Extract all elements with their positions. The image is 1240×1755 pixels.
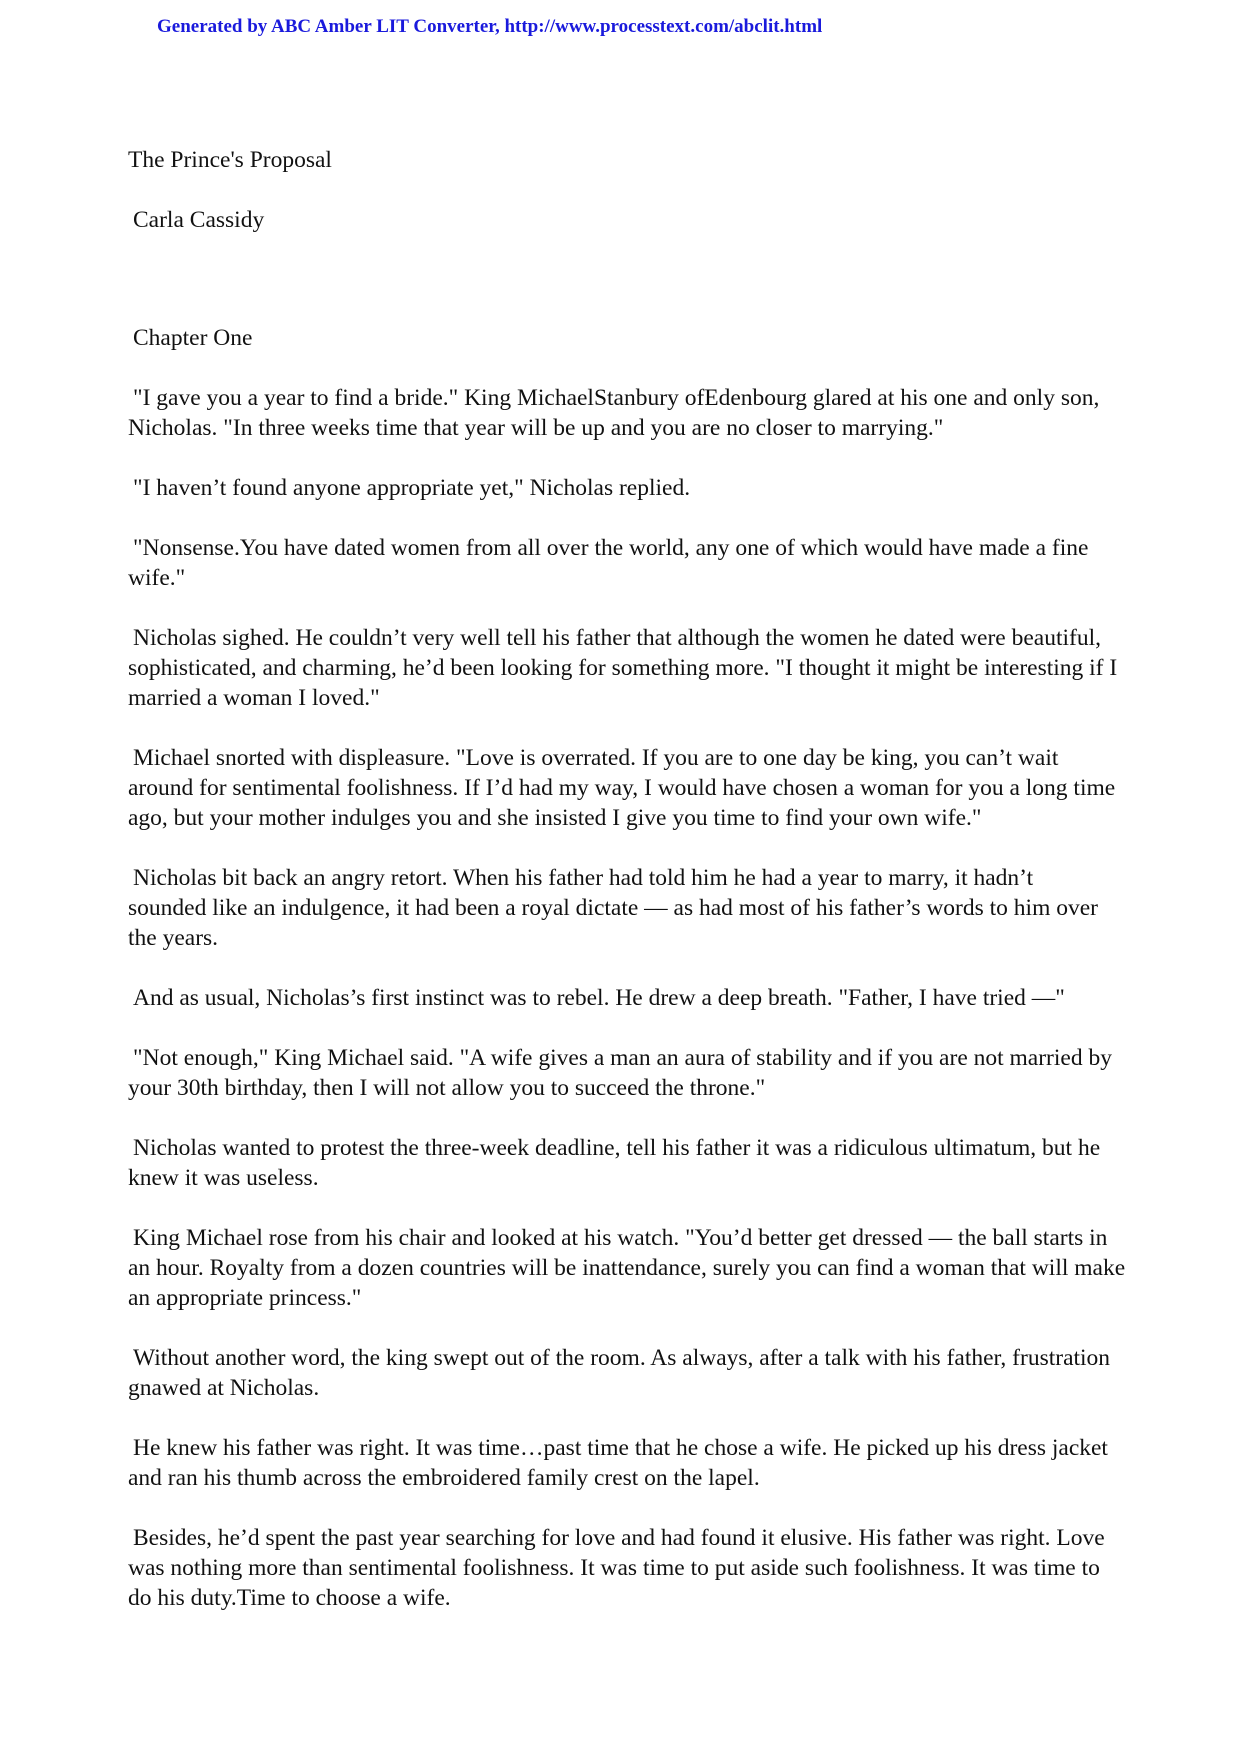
paragraph-line: Besides, he’d spent the past year searching for love and had found it elusive. His father was right. Love xyxy=(133,1525,1105,1551)
paragraph-line: Nicholas wanted to protest the three-week deadline, tell his father it was a ridiculous ultimatum, but he xyxy=(133,1135,1101,1161)
paragraph-line: Michael snorted with displeasure. "Love is overrated. If you are to one day be king, you can’t wait xyxy=(133,745,1059,771)
paragraph xyxy=(128,983,1128,1013)
paragraph-line: "I gave you a year to find a bride." King MichaelStanbury ofEdenbourg glared at his one and only son, xyxy=(133,385,1100,411)
paragraph-line: King Michael rose from his chair and looked at his watch. "You’d better get dressed — the ball starts in xyxy=(133,1225,1108,1251)
book-title: The Prince's Proposal xyxy=(128,147,332,173)
paragraph-line: around for sentimental foolishness. If I’d had my way, I would have chosen a woman for you a long time xyxy=(128,775,1116,801)
paragraph xyxy=(128,1133,1128,1193)
book-author: Carla Cassidy xyxy=(133,207,265,233)
chapter-heading: Chapter One xyxy=(133,325,253,351)
paragraph xyxy=(128,863,1128,953)
paragraph-line: Without another word, the king swept out of the room. As always, after a talk with his father, frustration xyxy=(133,1345,1111,1371)
paragraph-line: And as usual, Nicholas’s first instinct was to rebel. He drew a deep breath. "Father, I have tried —" xyxy=(133,985,1065,1011)
paragraph-line: an hour. Royalty from a dozen countries will be inattendance, surely you can find a woman that will make xyxy=(128,1255,1126,1281)
paragraph-line: sophisticated, and charming, he’d been looking for something more. "I thought it might be interesting if I xyxy=(128,655,1118,681)
paragraph-line: Nicholas. "In three weeks time that year will be up and you are no closer to marrying." xyxy=(128,415,944,441)
paragraph-line: "I haven’t found anyone appropriate yet," Nicholas replied. xyxy=(133,475,691,501)
paragraph-line: was nothing more than sentimental foolishness. It was time to put aside such foolishness. It was time to xyxy=(128,1555,1100,1581)
paragraph xyxy=(128,473,1128,503)
document-body xyxy=(128,145,1128,1613)
paragraph xyxy=(128,1223,1128,1313)
paragraph-line: married a woman I loved." xyxy=(128,685,380,711)
paragraph xyxy=(128,1343,1128,1403)
paragraph xyxy=(128,533,1128,593)
paragraph-line: "Nonsense.You have dated women from all over the world, any one of which would have made a fine xyxy=(133,535,1089,561)
paragraph xyxy=(128,1523,1128,1613)
paragraph xyxy=(128,383,1128,443)
paragraph-line: and ran his thumb across the embroidered family crest on the lapel. xyxy=(128,1465,760,1491)
paragraph-line: knew it was useless. xyxy=(128,1165,319,1191)
paragraph-line: He knew his father was right. It was time…past time that he chose a wife. He picked up his dress jacket xyxy=(133,1435,1108,1461)
paragraph-line: gnawed at Nicholas. xyxy=(128,1375,320,1401)
paragraph-line: "Not enough," King Michael said. "A wife gives a man an aura of stability and if you are not married by xyxy=(133,1045,1112,1071)
paragraph-line: Nicholas bit back an angry retort. When his father had told him he had a year to marry, it hadn’t xyxy=(133,865,1034,891)
paragraph xyxy=(128,1433,1128,1493)
paragraph xyxy=(128,623,1128,713)
converter-header-link[interactable]: Generated by ABC Amber LIT Converter, http://www.processtext.com/abclit.html xyxy=(157,16,823,37)
paragraph-line: wife." xyxy=(128,565,186,591)
paragraph-line: do his duty.Time to choose a wife. xyxy=(128,1585,451,1611)
paragraph-line: ago, but your mother indulges you and she insisted I give you time to find your own wife." xyxy=(128,805,982,831)
paragraph xyxy=(128,743,1128,833)
paragraph-line: sounded like an indulgence, it had been a royal dictate — as had most of his father’s words to him over xyxy=(128,895,1098,921)
paragraph-line: an appropriate princess." xyxy=(128,1285,362,1311)
paragraph xyxy=(128,1043,1128,1103)
paragraph-line: your 30th birthday, then I will not allow you to succeed the throne." xyxy=(128,1075,766,1101)
paragraph-line: Nicholas sighed. He couldn’t very well tell his father that although the women he dated were beautiful, xyxy=(133,625,1101,651)
paragraph-line: the years. xyxy=(128,925,219,951)
